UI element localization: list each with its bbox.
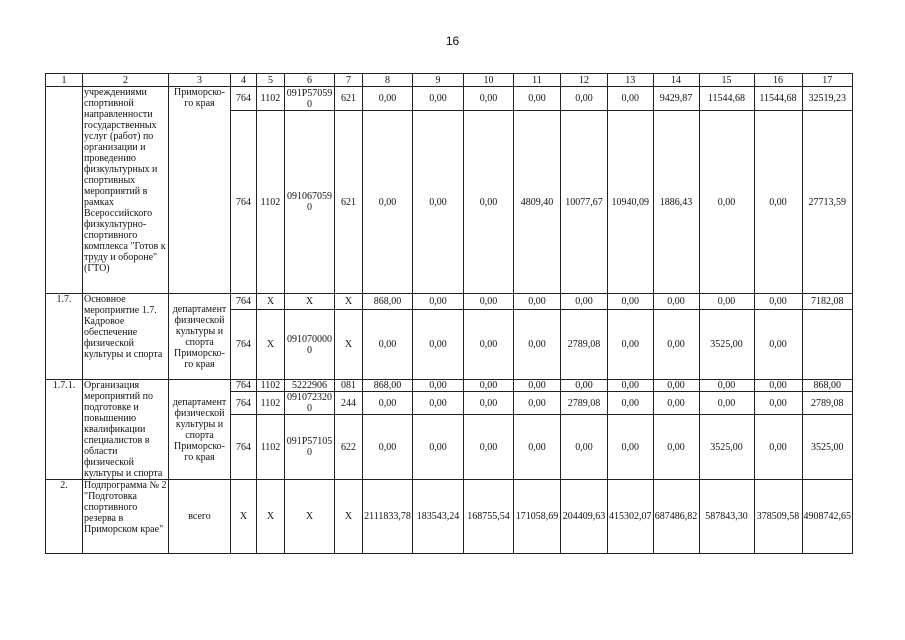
row-name: Организация мероприятий по подготовке и повышению квалификации специалистов в области физической культуры и спорта [83, 380, 169, 480]
table-cell: 0,00 [363, 415, 413, 480]
table-cell: 0,00 [413, 380, 464, 392]
table-cell: 0,00 [561, 294, 608, 310]
table-cell: 168755,54 [464, 480, 514, 554]
table-cell: X [257, 480, 285, 554]
table-row [46, 380, 853, 392]
table-row [46, 294, 853, 310]
table-cell [802, 310, 853, 380]
table-cell: 0,00 [653, 415, 699, 480]
table-cell: X [285, 294, 335, 310]
table-cell: 1102 [257, 87, 285, 111]
column-header: 8 [363, 74, 413, 87]
table-cell: 0,00 [413, 392, 464, 415]
budget-table [45, 73, 853, 554]
table-cell: 0,00 [514, 392, 561, 415]
column-header: 7 [335, 74, 363, 87]
column-header: 9 [413, 74, 464, 87]
table-cell: 0,00 [464, 380, 514, 392]
table-cell: 0,00 [363, 87, 413, 111]
table-cell: 2111833,78 [363, 480, 413, 554]
row-number: 1.7. [46, 294, 83, 380]
table-cell: 9429,87 [653, 87, 699, 111]
table-cell: 0910723200 [285, 392, 335, 415]
table-cell: 378509,58 [754, 480, 802, 554]
table-cell: 0,00 [514, 87, 561, 111]
table-cell: 764 [231, 310, 257, 380]
table-cell: 0,00 [561, 380, 608, 392]
table-cell: 0,00 [754, 111, 802, 294]
table-cell: 0,00 [464, 392, 514, 415]
table-cell: 0,00 [363, 111, 413, 294]
table-cell: 1102 [257, 380, 285, 392]
table-cell: 3525,00 [699, 310, 754, 380]
table-cell: 11544,68 [699, 87, 754, 111]
table-cell: 0,00 [363, 310, 413, 380]
table-cell: 0,00 [514, 380, 561, 392]
row-name: Подпрограмма № 2 "Подготовка спортивного резерва в Приморском крае" [83, 480, 169, 554]
table-cell: 5222906 [285, 380, 335, 392]
table-cell: 0,00 [754, 392, 802, 415]
table-cell: 0,00 [413, 111, 464, 294]
table-cell: 0,00 [561, 87, 608, 111]
table-cell: 0,00 [699, 294, 754, 310]
table-cell: 1102 [257, 111, 285, 294]
table-cell: 687486,82 [653, 480, 699, 554]
table-cell: X [257, 310, 285, 380]
table-cell: 091P571050 [285, 415, 335, 480]
column-header: 12 [561, 74, 608, 87]
table-cell: 0,00 [413, 415, 464, 480]
table-row [46, 87, 853, 111]
table-cell: 0,00 [653, 380, 699, 392]
row-number: 1.7.1. [46, 380, 83, 480]
table-cell: 0,00 [608, 87, 654, 111]
column-header: 5 [257, 74, 285, 87]
table-cell: X [231, 480, 257, 554]
table-cell: 0,00 [699, 380, 754, 392]
table-cell: 0,00 [754, 310, 802, 380]
table-cell: 0,00 [413, 310, 464, 380]
table-cell: 3525,00 [699, 415, 754, 480]
table-cell: 4809,40 [514, 111, 561, 294]
column-header: 10 [464, 74, 514, 87]
table-cell: 10940,09 [608, 111, 654, 294]
table-cell: 2789,08 [561, 310, 608, 380]
row-executor: департамент физической культуры и спорта Приморско-го края [169, 380, 231, 480]
table-cell: 0,00 [653, 310, 699, 380]
table-cell: 764 [231, 294, 257, 310]
table-cell: 0,00 [754, 380, 802, 392]
row-executor: департамент физической культуры и спорта Приморско-го края [169, 294, 231, 380]
header-row [46, 74, 853, 87]
table-cell: 764 [231, 111, 257, 294]
table-cell: 0,00 [699, 111, 754, 294]
table-cell: 0,00 [608, 392, 654, 415]
table-cell: 1102 [257, 415, 285, 480]
table-cell: 7182,08 [802, 294, 853, 310]
table-cell: 081 [335, 380, 363, 392]
table-cell: 0910670590 [285, 111, 335, 294]
table-cell: 1886,43 [653, 111, 699, 294]
page-number: 16 [445, 34, 460, 48]
table-cell: 0,00 [608, 310, 654, 380]
table-cell: 0,00 [464, 87, 514, 111]
table-row [46, 480, 853, 554]
table-cell: 0,00 [363, 392, 413, 415]
table-cell: 2789,08 [561, 392, 608, 415]
table-cell: 0,00 [464, 415, 514, 480]
column-header: 15 [699, 74, 754, 87]
table-cell: 621 [335, 111, 363, 294]
table-cell: 0,00 [413, 294, 464, 310]
table-cell: 868,00 [363, 294, 413, 310]
table-cell: 0,00 [754, 294, 802, 310]
table-cell: 0,00 [608, 415, 654, 480]
row-executor: Приморско-го края [169, 87, 231, 294]
column-header: 11 [514, 74, 561, 87]
table-cell: 171058,69 [514, 480, 561, 554]
table-cell: 0,00 [514, 294, 561, 310]
row-name: учреждениями спортивной направленности государственных услуг (работ) по организации и проведению физкультурных и спортивных мероприятий в рамках Всероссийского физкультурно-спортивного комплекса "Готов к труду и обороне" (ГТО) [83, 87, 169, 294]
table-cell: 0,00 [464, 310, 514, 380]
row-number [46, 87, 83, 294]
table-cell: 0,00 [754, 415, 802, 480]
table-cell: 4908742,65 [802, 480, 853, 554]
table-cell: 764 [231, 392, 257, 415]
table-cell: 0,00 [653, 392, 699, 415]
table-cell: 0,00 [464, 111, 514, 294]
table-cell: 1102 [257, 392, 285, 415]
table-cell: 2789,08 [802, 392, 853, 415]
row-number: 2. [46, 480, 83, 554]
table-cell: 868,00 [363, 380, 413, 392]
table-cell: 415302,07 [608, 480, 654, 554]
table-cell: 868,00 [802, 380, 853, 392]
table-cell: 0,00 [561, 415, 608, 480]
table-cell: 27713,59 [802, 111, 853, 294]
table-cell: 091P570590 [285, 87, 335, 111]
column-header: 13 [608, 74, 654, 87]
column-header: 17 [802, 74, 853, 87]
table-cell: 0,00 [608, 380, 654, 392]
table-cell: 11544,68 [754, 87, 802, 111]
table-cell: X [285, 480, 335, 554]
table-cell: 621 [335, 87, 363, 111]
table-cell: 10077,67 [561, 111, 608, 294]
column-header: 6 [285, 74, 335, 87]
table-cell: 204409,63 [561, 480, 608, 554]
row-name: Основное мероприятие 1.7. Кадровое обеспечение физической культуры и спорта [83, 294, 169, 380]
table-cell: 32519,23 [802, 87, 853, 111]
table-cell: 183543,24 [413, 480, 464, 554]
table-cell: X [335, 294, 363, 310]
row-executor: всего [169, 480, 231, 554]
table-cell: 764 [231, 380, 257, 392]
table-cell: 0,00 [514, 310, 561, 380]
table-cell: 0,00 [699, 392, 754, 415]
column-header: 14 [653, 74, 699, 87]
column-header: 16 [754, 74, 802, 87]
table-cell: 622 [335, 415, 363, 480]
table-cell: 0910700000 [285, 310, 335, 380]
table-cell: 587843,30 [699, 480, 754, 554]
table-cell: 764 [231, 87, 257, 111]
table-cell: 0,00 [413, 87, 464, 111]
table-cell: 0,00 [514, 415, 561, 480]
column-header: 3 [169, 74, 231, 87]
column-header: 1 [46, 74, 83, 87]
table-cell: X [257, 294, 285, 310]
table-cell: 0,00 [608, 294, 654, 310]
table-cell: 244 [335, 392, 363, 415]
table-cell: 3525,00 [802, 415, 853, 480]
column-header: 2 [83, 74, 169, 87]
table-cell: 0,00 [653, 294, 699, 310]
table-cell: 764 [231, 415, 257, 480]
column-header: 4 [231, 74, 257, 87]
table-cell: X [335, 310, 363, 380]
table-cell: X [335, 480, 363, 554]
table-cell: 0,00 [464, 294, 514, 310]
